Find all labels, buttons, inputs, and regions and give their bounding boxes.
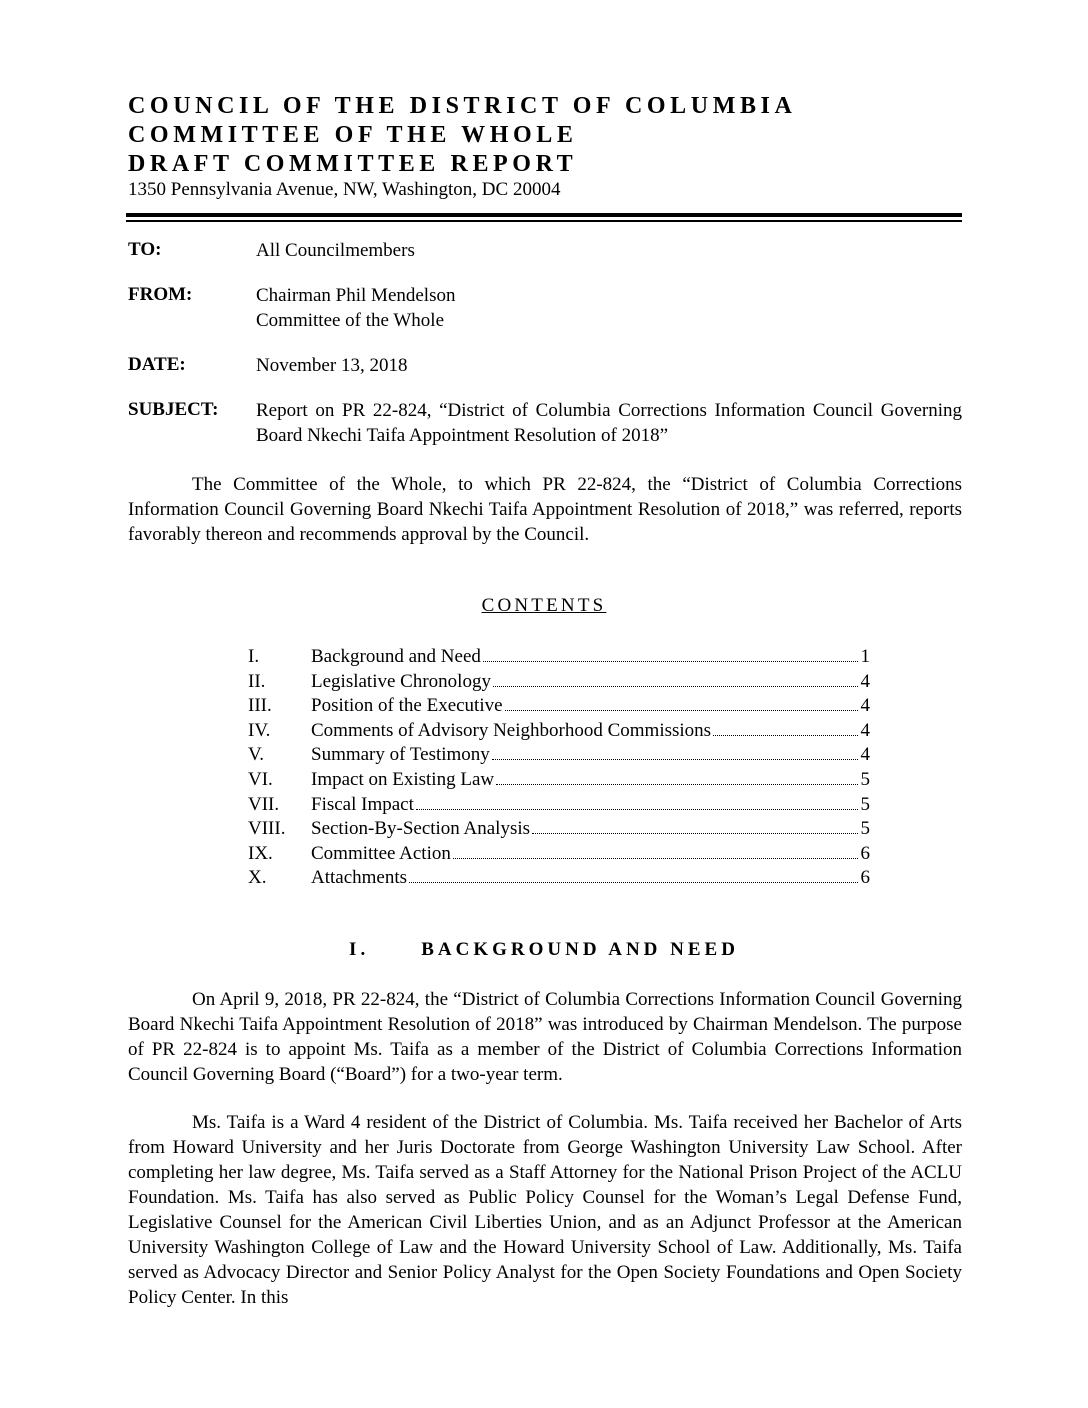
table-of-contents (248, 645, 870, 891)
background-paragraph-2: Ms. Taifa is a Ward 4 resident of the District of Columbia. Ms. Taifa received her Bachelor of Arts from Howard University and her Juris Doctorate from George Washington University Law School. After completing her law degree, Ms. Taifa served as a Staff Attorney for the National Prison Project of the ACLU Foundation. Ms. Taifa has also served as Public Policy Counsel for the Woman’s Legal Defense Fund, Legislative Counsel for the American Civil Liberties Union, and as an Adjunct Professor at the American University Washington College of Law and the Howard University School of Law. Additionally, Ms. Taifa served as Advocacy Director and Senior Policy Analyst for the Open Society Foundations and Open Society Policy Center. In this (128, 1112, 962, 1308)
toc-page: 6 (860, 842, 870, 864)
council-address: 1350 Pennsylvania Avenue, NW, Washington, DC 20004 (128, 179, 561, 200)
toc-title: Legislative Chronology (311, 670, 491, 692)
toc-number: V. (248, 744, 265, 766)
toc-entry (248, 793, 870, 818)
toc-entry (248, 719, 870, 744)
contents-heading (0, 594, 1088, 618)
toc-title: Impact on Existing Law (311, 768, 495, 790)
toc-entry (248, 670, 870, 695)
toc-number: III. (248, 695, 272, 717)
intro-paragraph: The Committee of the Whole, to which PR 22-824, the “District of Columbia Corrections Information Council Governing Board Nkechi Taifa Appointment Resolution of 2018,” was referred, reports favorably thereon and recommends approval by the Council. (128, 474, 962, 545)
subject-value: Report on PR 22-824, “District of Columbia Corrections Information Council Governing Board Nkechi Taifa Appointment Resolution of 2018” (256, 400, 962, 446)
toc-page: 4 (860, 744, 870, 766)
toc-page: 5 (860, 818, 870, 840)
toc-leader (505, 709, 858, 711)
toc-page: 1 (860, 646, 870, 667)
toc-entry (248, 743, 870, 768)
contents-heading-text: CONTENTS (481, 595, 607, 616)
section-title: BACKGROUND AND NEED (421, 939, 739, 960)
from-name: Chairman Phil Mendelson (256, 285, 456, 306)
toc-entry (248, 694, 870, 719)
toc-page: 6 (860, 867, 870, 889)
toc-entry (248, 645, 870, 670)
toc-number: I. (248, 646, 260, 667)
section-heading (0, 938, 1088, 962)
toc-number: VIII. (248, 818, 286, 840)
toc-number: VII. (248, 793, 280, 815)
toc-leader (493, 685, 858, 687)
toc-number: IV. (248, 719, 271, 741)
toc-title: Attachments (311, 867, 408, 889)
toc-page: 4 (860, 719, 870, 741)
to-value: All Councilmembers (256, 240, 415, 261)
toc-leader (713, 734, 858, 736)
toc-leader (492, 758, 858, 760)
toc-page: 4 (860, 695, 870, 717)
toc-page: 5 (860, 768, 870, 790)
toc-number: II. (248, 670, 266, 692)
toc-leader (409, 881, 858, 883)
to-label: TO: (128, 239, 162, 260)
toc-leader (532, 832, 858, 834)
toc-title: Committee Action (311, 842, 451, 864)
toc-title: Fiscal Impact (311, 793, 414, 815)
toc-number: X. (248, 867, 267, 889)
committee-title: COMMITTEE OF THE WHOLE (128, 122, 578, 148)
subject-label: SUBJECT: (128, 399, 219, 420)
toc-leader (416, 808, 858, 810)
toc-entry (248, 817, 870, 842)
from-label: FROM: (128, 284, 193, 305)
section-number: I. (349, 939, 370, 960)
toc-page: 5 (860, 793, 870, 815)
toc-title: Summary of Testimony (311, 744, 490, 766)
toc-number: VI. (248, 768, 273, 790)
toc-leader (496, 783, 858, 785)
council-title: COUNCIL OF THE DISTRICT OF COLUMBIA (128, 93, 797, 119)
toc-leader (483, 660, 858, 662)
toc-page: 4 (860, 670, 870, 692)
toc-entry (248, 768, 870, 793)
from-committee: Committee of the Whole (256, 310, 445, 331)
toc-title: Section-By-Section Analysis (311, 818, 531, 840)
header-rule-thick (126, 213, 962, 217)
background-paragraph-1: On April 9, 2018, PR 22-824, the “District of Columbia Corrections Information Council Governing Board Nkechi Taifa Appointment Resolution of 2018” was introduced by Chairman Mendelson. The purpose of PR 22-824 is to appoint Ms. Taifa as a member of the District of Columbia Corrections Information Council Governing Board (“Board”) for a two-year term. (128, 989, 962, 1085)
date-value: November 13, 2018 (256, 355, 408, 376)
toc-title: Background and Need (311, 646, 481, 667)
report-title: DRAFT COMMITTEE REPORT (128, 151, 578, 177)
header-rule-thin (126, 220, 962, 222)
toc-number: IX. (248, 842, 273, 864)
date-label: DATE: (128, 354, 186, 375)
toc-title: Position of the Executive (311, 695, 503, 717)
toc-entry (248, 866, 870, 891)
toc-title: Comments of Advisory Neighborhood Commissions (311, 719, 712, 741)
toc-leader (453, 857, 858, 859)
toc-entry (248, 842, 870, 867)
